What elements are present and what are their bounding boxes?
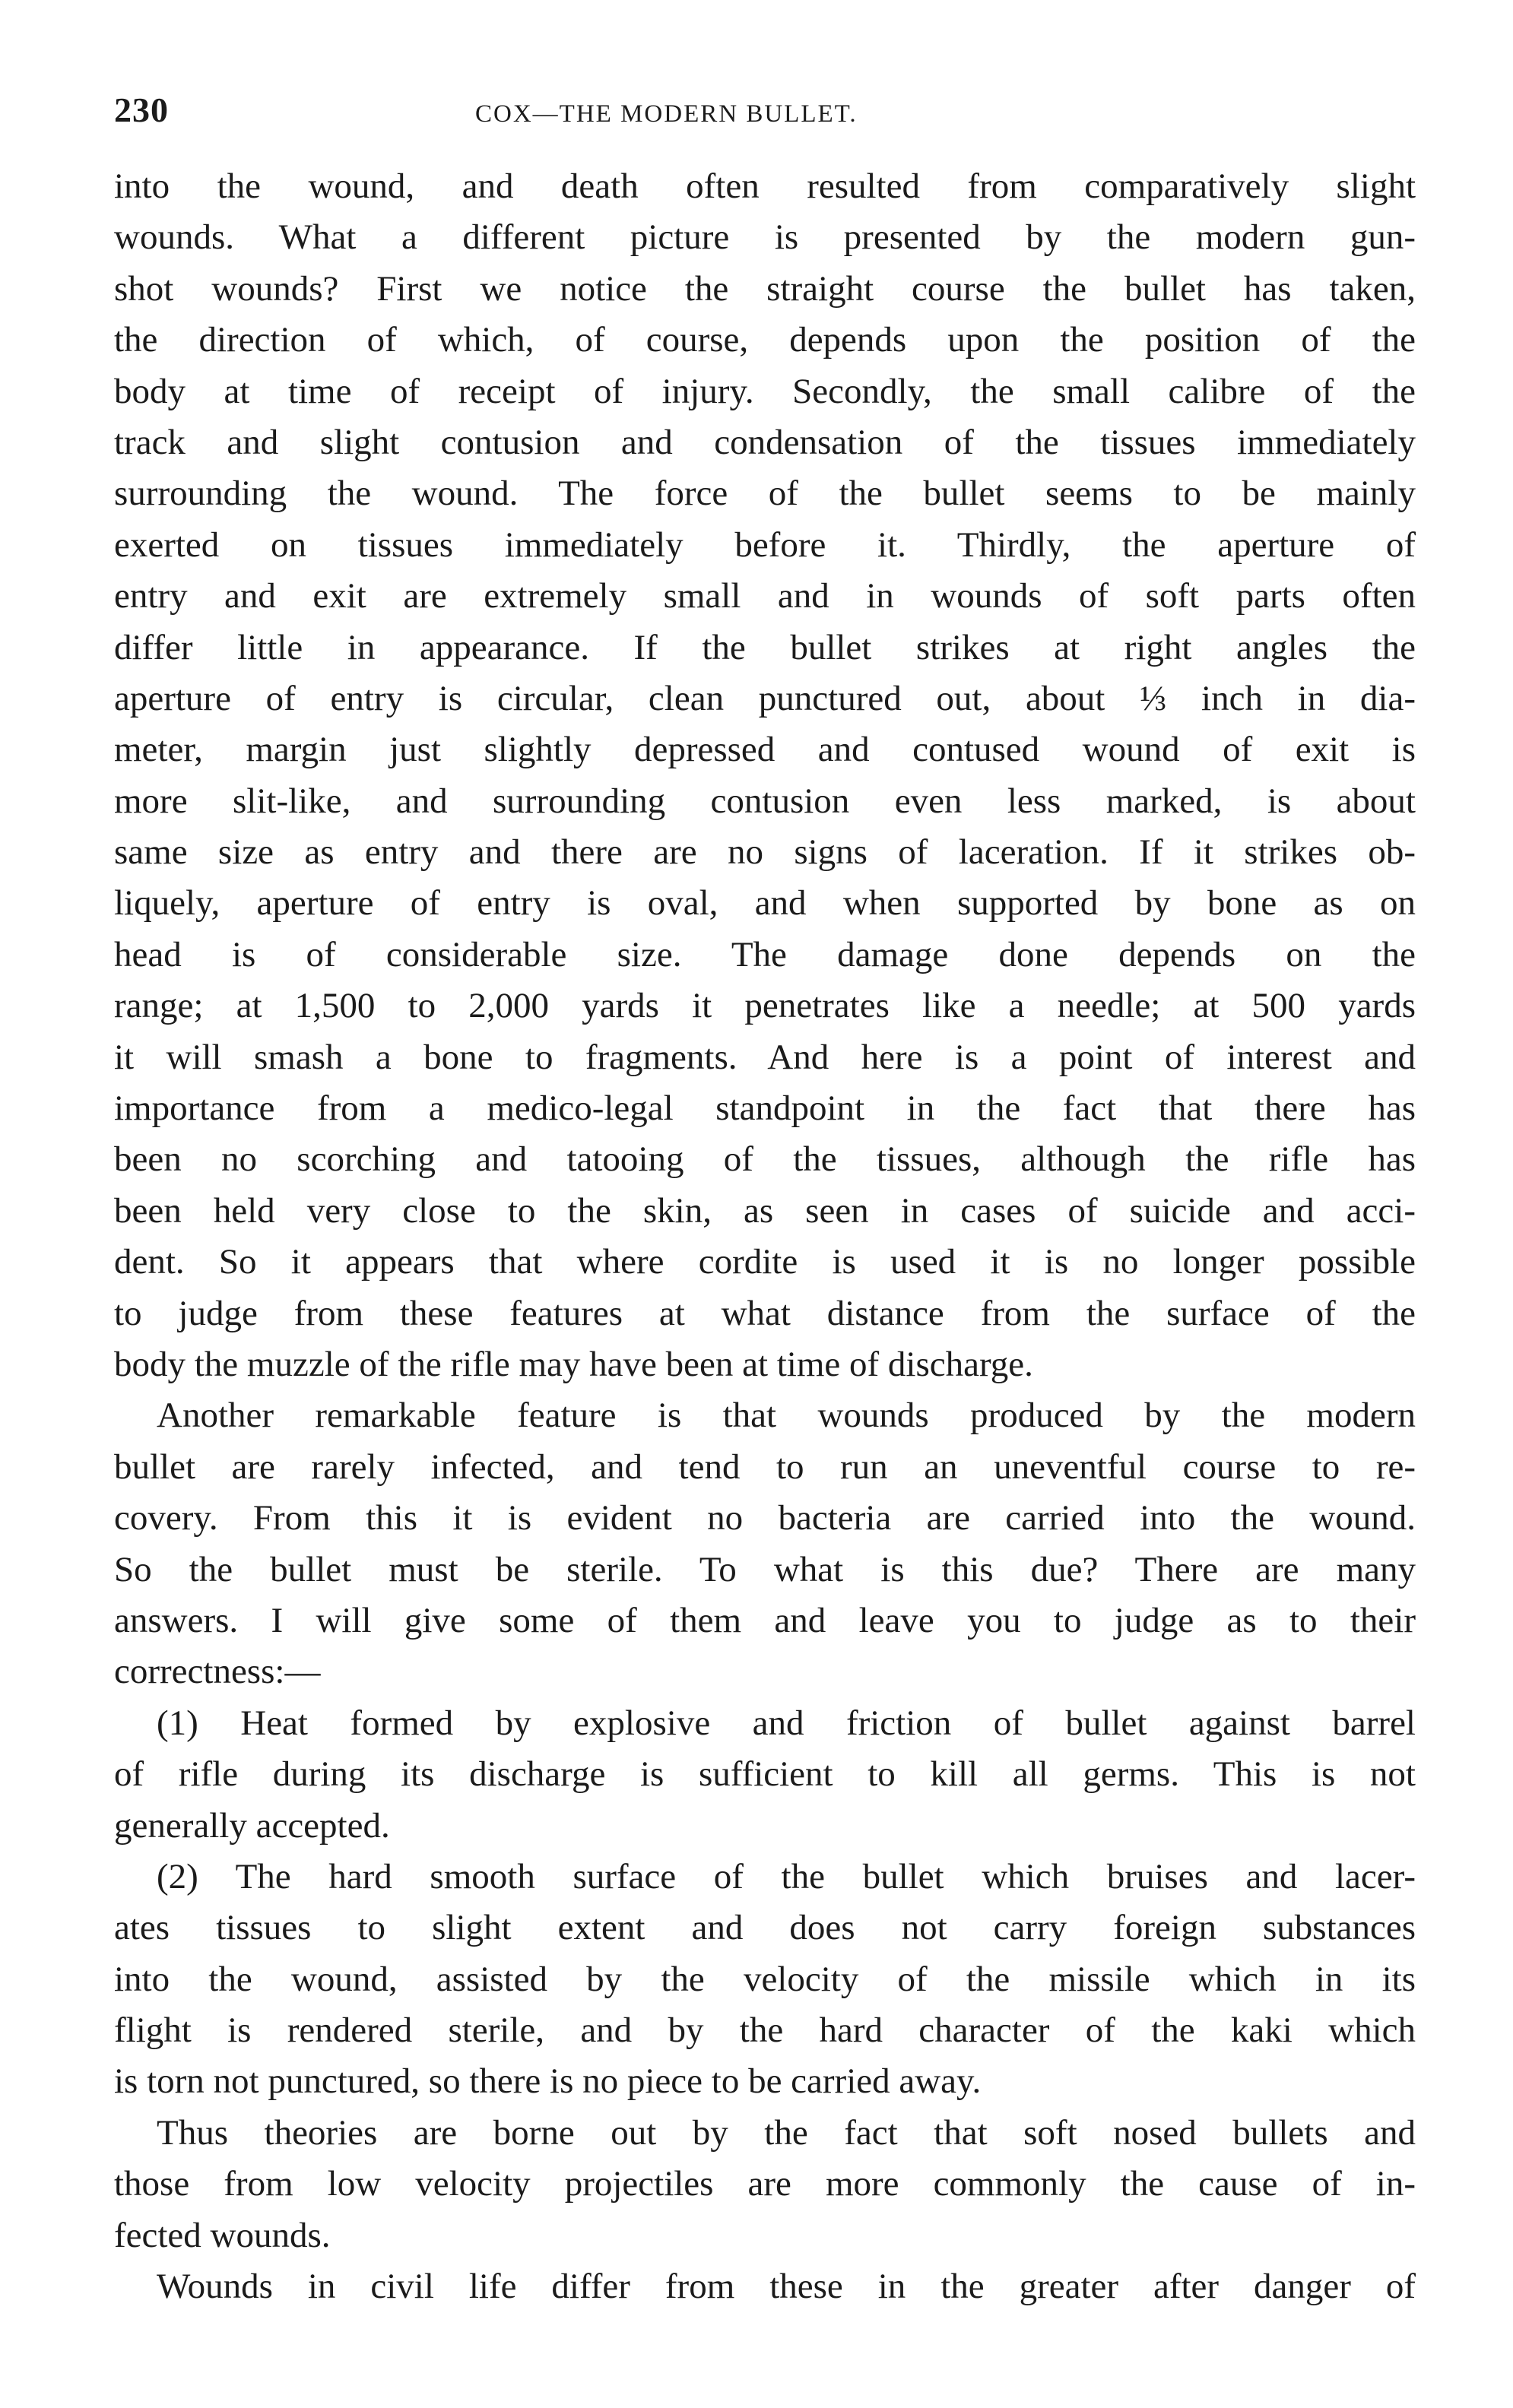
text-line: dent. So it appears that where cordite is used it is no longer possible (114, 1242, 1416, 1282)
page-number: 230 (114, 90, 169, 129)
text-line: Wounds in civil life differ from these in the greater after danger of (157, 2267, 1416, 2307)
text-line: body the muzzle of the rifle may have been at time of discharge. (114, 1344, 1033, 1384)
text-line: exerted on tissues immediately before it. Thirdly, the aperture of (114, 524, 1416, 565)
text-line: answers. I will give some of them and leave you to judge as to their (114, 1600, 1416, 1640)
text-line: So the bullet must be sterile. To what is this due? There are many (114, 1549, 1416, 1589)
text-line: entry and exit are extremely small and in wounds of soft parts often (114, 576, 1416, 616)
text-line: differ little in appearance. If the bullet strikes at right angles the (114, 627, 1416, 667)
text-line: those from low velocity projectiles are more commonly the cause of in- (114, 2164, 1416, 2204)
text-line: Thus theories are borne out by the fact that soft nosed bullets and (157, 2112, 1416, 2153)
text-line: (1) Heat formed by explosive and friction of bullet against barrel (157, 1703, 1416, 1743)
body-text (114, 161, 1416, 2312)
text-line: been no scorching and tatooing of the tissues, although the rifle has (114, 1139, 1416, 1180)
text-line: fected wounds. (114, 2215, 331, 2255)
text-line: correctness:— (114, 1652, 321, 1692)
text-line: (2) The hard smooth surface of the bullet which bruises and lacer- (157, 1856, 1416, 1896)
text-line: Another remarkable feature is that wounds produced by the modern (157, 1396, 1416, 1436)
text-line: head is of considerable size. The damage done depends on the (114, 934, 1416, 974)
text-line: it will smash a bone to fragments. And here is a point of interest and (114, 1037, 1416, 1077)
text-line: been held very close to the skin, as seen in cases of suicide and acci- (114, 1190, 1416, 1231)
text-line: ates tissues to slight extent and does not carry foreign substances (114, 1908, 1416, 1948)
text-line: body at time of receipt of injury. Secondly, the small calibre of the (114, 371, 1416, 411)
running-head: COX—THE MODERN BULLET. (475, 100, 858, 128)
text-line: aperture of entry is circular, clean punctured out, about ⅓ inch in dia- (114, 678, 1416, 718)
text-line: bullet are rarely infected, and tend to run an uneventful course to re- (114, 1446, 1416, 1487)
text-line: more slit-like, and surrounding contusion even less marked, is about (114, 781, 1416, 821)
text-line: shot wounds? First we notice the straight course the bullet has taken, (114, 268, 1416, 309)
text-line: covery. From this it is evident no bacteria are carried into the wound. (114, 1498, 1416, 1538)
text-line: meter, margin just slightly depressed and contused wound of exit is (114, 730, 1416, 770)
text-line: importance from a medico-legal standpoint in the fact that there has (114, 1088, 1416, 1129)
text-line: is torn not punctured, so there is no piece to be carried away. (114, 2061, 982, 2102)
text-line: generally accepted. (114, 1805, 390, 1846)
text-line: wounds. What a different picture is presented by the modern gun- (114, 217, 1416, 258)
text-line: track and slight contusion and condensation of the tissues immediately (114, 422, 1416, 462)
text-line: into the wound, and death often resulted from comparatively slight (114, 166, 1416, 206)
text-line: of rifle during its discharge is sufficient to kill all germs. This is not (114, 1754, 1416, 1795)
text-line: surrounding the wound. The force of the bullet seems to be mainly (114, 474, 1416, 514)
text-line: flight is rendered sterile, and by the hard character of the kaki which (114, 2010, 1416, 2051)
text-line: to judge from these features at what distance from the surface of the (114, 1293, 1416, 1333)
text-line: range; at 1,500 to 2,000 yards it penetrates like a needle; at 500 yards (114, 986, 1416, 1026)
text-line: same size as entry and there are no signs of laceration. If it strikes ob- (114, 832, 1416, 873)
text-line: into the wound, assisted by the velocity of the missile which in its (114, 1959, 1416, 1999)
text-line: the direction of which, of course, depends upon the position of the (114, 320, 1416, 360)
page-header (114, 90, 1407, 143)
text-line: liquely, aperture of entry is oval, and when supported by bone as on (114, 883, 1416, 924)
